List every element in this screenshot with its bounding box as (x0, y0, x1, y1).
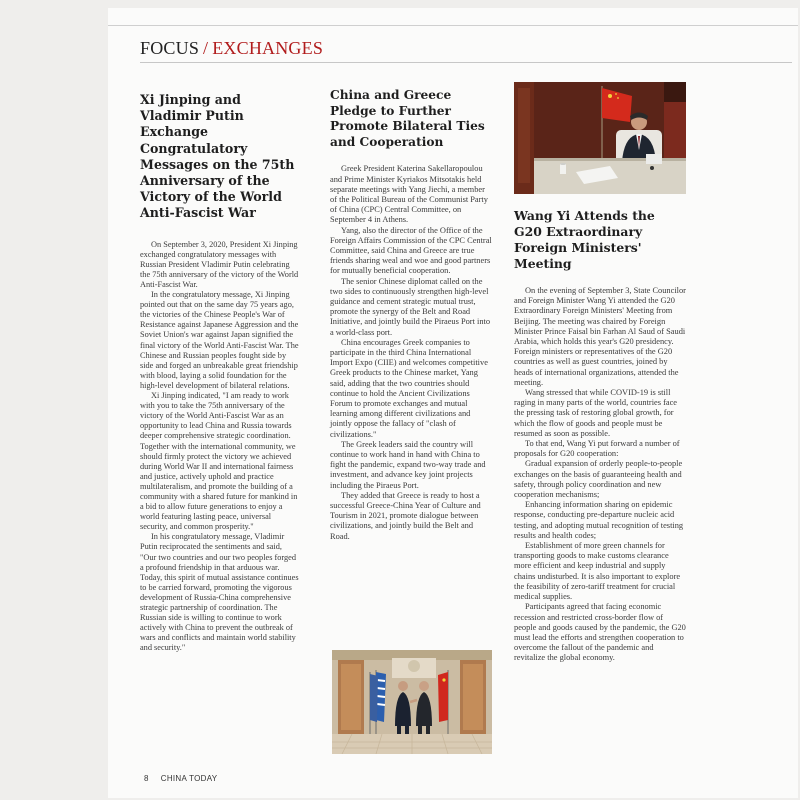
article-paragraph: Gradual expansion of orderly people-to-people exchanges on the basis of guaranteeing health and safety, through policy coordination and new cooperation mechanisms; (514, 459, 683, 500)
section-separator: / (203, 38, 209, 58)
section-label: FOCUS (140, 38, 200, 58)
article-paragraph: Greek President Katerina Sakellaropoulou and Prime Minister Kyriakos Mitsotakis held separate meetings with Yang Jiechi, a member of the Political Bureau of the Communist Party of China (CPC) Central Committee, on September 4 in Athens. (330, 164, 488, 225)
article-paragraph: Establishment of more green channels for transporting goods to make customs clearance more efficient and keep industrial and supply chains undisturbed. It is also important to explore the feasibility of zero-tariff treatment for crucial medical supplies. (514, 541, 681, 602)
article-paragraph: Participants agreed that facing economic recession and restricted cross-border flow of people and goods caused by the pandemic, the G20 must lead the efforts and strengthen cooperation to overcome the fallout of the pandemic and revitalize the global economy. (514, 602, 686, 663)
article-title: China and Greece Pledge to Further Promote Bilateral Ties and Cooperation (330, 88, 485, 149)
photo-wang-yi-video-meeting (514, 82, 686, 194)
article-paragraph: On September 3, 2020, President Xi Jinping exchanged congratulatory messages with Russian President Vladimir Putin celebrating the 75th anniversary of the victory of the World Anti-Fascist War. (140, 239, 299, 289)
top-edge-rule (108, 25, 798, 26)
article-paragraph: China encourages Greek companies to participate in the third China International Import Expo (CIIE) and welcomes competitive Greek products to the Chinese market, Yang said, adding that the two countries should continue to hold the Ancient Civilizations Forum to promote exchanges and mutual learning among different civilizations and jointly oppose the fallacy of "clash of civilizations." (330, 337, 488, 439)
article-paragraph: In the congratulatory message, Xi Jinping pointed out that on the same day 75 years ago, the victories of the Chinese People's War of Resistance against Japanese Aggression and the Soviet Union's war against Japan signified the final victory of the World Anti-Fascist War. The Chinese and Russian peoples fought side by side and forged an unbreakable great friendship with blood, laying a solid foundation for the high-level development of bilateral relations. (140, 290, 299, 390)
article-title: Xi Jinping and Vladimir Putin Exchange Congratulatory Messages on the 75th Anniversary of the Victory of the World Anti-Fascist War (140, 92, 295, 221)
article-paragraph: To that end, Wang Yi put forward a number of proposals for G20 cooperation: (514, 439, 680, 459)
article-paragraph: In his congratulatory message, Vladimir Putin reciprocated the sentiments and said, "Our two countries and our two peoples forged a profound friendship in that arduous war. Today, this spirit of mutual assistance continues to be carried forward, promoting the vigorous development of Russia-China comprehensive strategic partnership of coordination. The Russian side is willing to continue to work actively with China to prevent the outbreak of wars and conflicts and maintain world stability and security." (140, 532, 299, 653)
article-paragraph: On the evening of September 3, State Councilor and Foreign Minister Wang Yi attended the G20 Extraordinary Foreign Ministers' Meeting from Beijing. The meeting was chaired by Foreign Minister Prince Faisal bin Farhan Al Saud of Saudi Arabia, which holds this year's G20 presidency. Foreign ministers or representatives of the G20 countries as well as guest countries, joined by heads of international organizations, attended the meeting. (514, 286, 686, 387)
article-body (330, 164, 492, 542)
section-header (140, 38, 323, 59)
article-china-greece (330, 88, 492, 542)
photo-greece-meeting (332, 650, 492, 754)
subsection-label: EXCHANGES (212, 38, 324, 58)
article-wang-yi-g20 (514, 208, 686, 664)
article-paragraph: Xi Jinping indicated, "I am ready to work with you to take the 75th anniversary of the victory of the World Anti-Fascist War as an opportunity to lead China and Russia towards deeper comprehensive strategic coordination. Together with the international community, we should firmly protect the victory we achieved during World War II and international fairness and justice, actively uphold and practice multilateralism, and promote the building of a community with a shared future for mankind in a bid to allow future generations to enjoy a world featuring lasting peace, universal security, and common prosperity." (140, 391, 298, 532)
publication-name: CHINA TODAY (160, 774, 218, 783)
page-footer (144, 774, 217, 783)
header-divider (140, 62, 792, 63)
article-title: Wang Yi Attends the G20 Extraordinary Foreign Ministers' Meeting (514, 208, 655, 271)
article-paragraph: The senior Chinese diplomat called on the two sides to continuously strengthen high-level guidance and cement strategic mutual trust, promote the synergy of the Belt and Road Initiative, and jointly build the Piraeus Port into a world-class port. (330, 276, 491, 337)
article-paragraph: Yang, also the director of the Office of the Foreign Affairs Commission of the CPC Central Committee, said China and Greece are true friends sharing weal and woe and good partners for mutually beneficial cooperation. (330, 225, 492, 276)
article-body (514, 286, 686, 664)
article-paragraph: Enhancing information sharing on epidemic response, conducting pre-departure nucleic acid testing, and adopting mutual recognition of testing results and health codes; (514, 500, 684, 540)
magazine-page (108, 8, 798, 798)
article-body (140, 240, 300, 654)
article-xi-putin (140, 92, 300, 653)
article-paragraph: The Greek leaders said the country will continue to work hand in hand with China to fight the pandemic, expand two-way trade and investment, and advance key joint projects including the Piraeus Port. (330, 439, 486, 490)
article-paragraph: They added that Greece is ready to host a successful Greece-China Year of Culture and Tourism in 2021, promote dialogue between civilizations, and jointly build the Belt and Road. (330, 490, 481, 541)
page-number: 8 (144, 774, 149, 783)
article-paragraph: Wang stressed that while COVID-19 is still raging in many parts of the world, countries face the pressing task of restoring global growth, for which the flow of goods and people must be resumed as soon as possible. (514, 388, 678, 438)
